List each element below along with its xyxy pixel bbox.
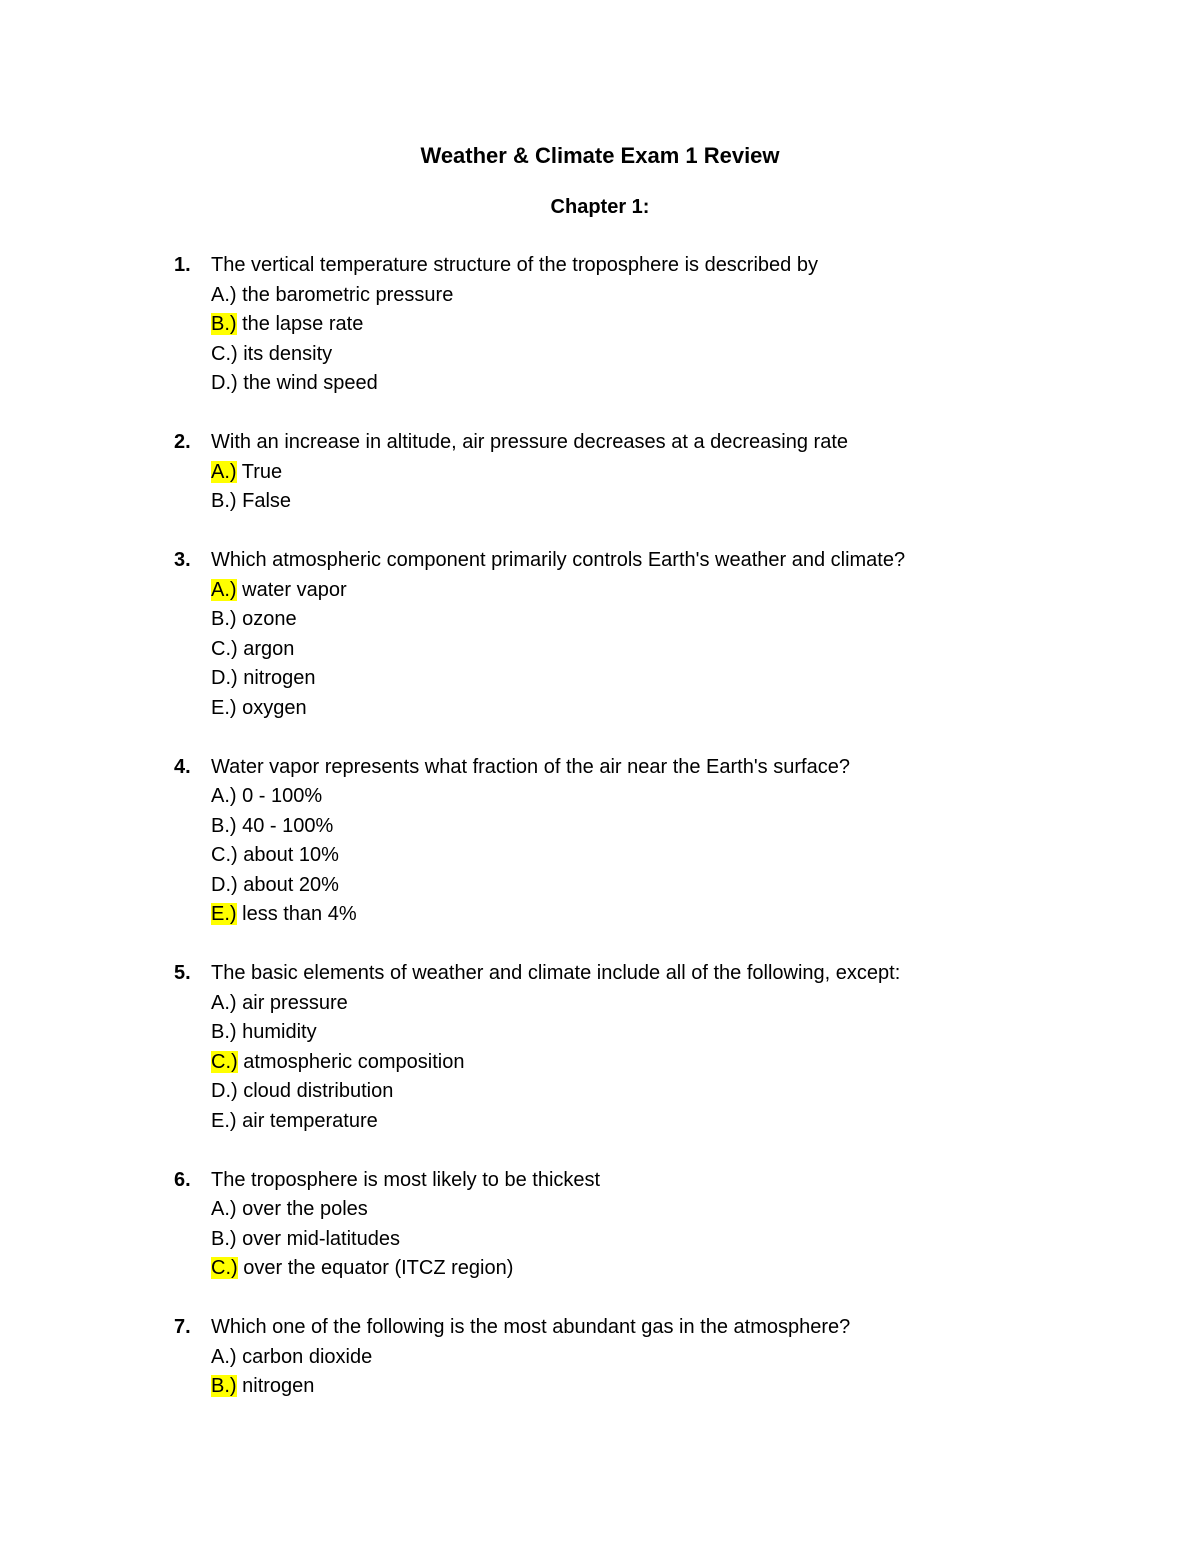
highlighted-answer-letter: A.) — [211, 460, 237, 483]
answer-choice — [211, 1195, 1134, 1225]
answer-choice — [211, 812, 1134, 842]
answer-choice — [211, 1254, 1134, 1284]
answer-text: 40 - 100% — [242, 814, 334, 837]
answer-letter: B.) — [211, 490, 237, 512]
answer-choices — [211, 989, 1134, 1137]
answer-letter: D.) — [211, 372, 238, 394]
answer-choice — [211, 605, 1134, 635]
answer-letter: B.) — [211, 608, 237, 630]
answer-choice — [211, 576, 1134, 606]
answer-letter: B.) — [211, 1227, 237, 1250]
question-item — [174, 1166, 1134, 1284]
answer-choice — [211, 989, 1134, 1019]
question-number: 6. — [174, 1168, 191, 1191]
answer-text: nitrogen — [242, 1375, 315, 1397]
answer-text: atmospheric composition — [243, 1050, 465, 1073]
answer-letter: A.) — [211, 283, 237, 306]
answer-choice — [211, 487, 1134, 517]
answer-choice — [211, 1225, 1134, 1255]
answer-choice — [211, 1107, 1134, 1137]
question-list — [174, 251, 1134, 1431]
answer-choice — [211, 281, 1134, 311]
answer-text: cloud distribution — [243, 1080, 394, 1102]
question-text: With an increase in altitude, air pressure decreases at a decreasing rate — [211, 431, 849, 453]
highlighted-answer-letter: E.) — [211, 903, 237, 925]
answer-text: over the poles — [242, 1198, 368, 1220]
highlighted-answer-letter: B.) — [211, 1375, 237, 1397]
question-number: 1. — [174, 254, 191, 276]
question-number: 2. — [174, 431, 191, 453]
answer-text: over the equator (ITCZ region) — [243, 1257, 514, 1279]
answer-letter: A.) — [211, 991, 237, 1014]
question-number: 3. — [174, 549, 191, 571]
question-text: Water vapor represents what fraction of the air near the Earth's surface? — [211, 755, 850, 778]
question-number: 4. — [174, 755, 191, 778]
answer-letter: C.) — [211, 844, 238, 866]
question-number: 5. — [174, 962, 191, 984]
answer-text: oxygen — [242, 696, 307, 719]
answer-letter: D.) — [211, 667, 238, 689]
answer-text: False — [242, 490, 292, 512]
answer-text: carbon dioxide — [242, 1345, 373, 1368]
highlighted-answer-letter: A.) — [211, 578, 237, 601]
answer-choices — [211, 1195, 1134, 1284]
answer-text: air pressure — [242, 991, 348, 1014]
question-number: 7. — [174, 1316, 191, 1338]
answer-choice — [211, 1077, 1134, 1107]
question-item — [174, 428, 1134, 517]
answer-text: about 20% — [243, 873, 339, 896]
answer-letter: B.) — [211, 814, 237, 837]
question-item — [174, 251, 1134, 399]
answer-choice — [211, 1372, 1134, 1402]
document-title: Weather & Climate Exam 1 Review — [420, 143, 780, 168]
answer-letter: E.) — [211, 696, 237, 719]
answer-choice — [211, 458, 1134, 488]
answer-choice — [211, 340, 1134, 370]
answer-text: ozone — [242, 608, 297, 630]
answer-choices — [211, 576, 1134, 724]
answer-text: True — [241, 460, 283, 483]
answer-text: water vapor — [242, 578, 347, 601]
answer-choice — [211, 664, 1134, 694]
answer-text: humidity — [242, 1021, 317, 1043]
answer-choice — [211, 1343, 1134, 1373]
answer-text: about 10% — [243, 844, 339, 866]
highlighted-answer-letter: C.) — [211, 1050, 238, 1073]
question-text: Which one of the following is the most abundant gas in the atmosphere? — [211, 1316, 851, 1338]
answer-choice — [211, 369, 1134, 399]
answer-text: nitrogen — [243, 667, 316, 689]
answer-text: the wind speed — [243, 372, 378, 394]
answer-choice — [211, 900, 1134, 930]
answer-letter: E.) — [211, 1109, 237, 1132]
answer-choice — [211, 310, 1134, 340]
question-item — [174, 1313, 1134, 1402]
answer-choices — [211, 458, 1134, 517]
answer-choice — [211, 694, 1134, 724]
answer-choices — [211, 281, 1134, 399]
answer-text: its density — [243, 342, 333, 365]
answer-text: the barometric pressure — [242, 283, 454, 306]
answer-text: less than 4% — [242, 903, 357, 925]
answer-choice — [211, 782, 1134, 812]
answer-letter: D.) — [211, 1080, 238, 1102]
answer-choices — [211, 1343, 1134, 1402]
answer-letter: A.) — [211, 1345, 237, 1368]
answer-choice — [211, 871, 1134, 901]
answer-letter: C.) — [211, 342, 238, 365]
answer-letter: D.) — [211, 873, 238, 896]
answer-choice — [211, 1018, 1134, 1048]
answer-text: 0 - 100% — [242, 785, 323, 807]
question-text: The troposphere is most likely to be thickest — [211, 1168, 601, 1191]
question-item — [174, 959, 1134, 1136]
answer-text: over mid-latitudes — [242, 1227, 400, 1250]
answer-letter: B.) — [211, 1021, 237, 1043]
answer-choice — [211, 635, 1134, 665]
answer-text: argon — [243, 637, 295, 660]
question-item — [174, 753, 1134, 930]
answer-letter: A.) — [211, 785, 237, 807]
answer-letter: C.) — [211, 637, 238, 660]
question-text: The basic elements of weather and climate include all of the following, except: — [211, 962, 901, 984]
answer-text: air temperature — [242, 1109, 378, 1132]
answer-letter: A.) — [211, 1198, 237, 1220]
answer-choice — [211, 1048, 1134, 1078]
answer-choices — [211, 782, 1134, 930]
question-text: The vertical temperature structure of the troposphere is described by — [211, 254, 818, 276]
answer-choice — [211, 841, 1134, 871]
question-text: Which atmospheric component primarily controls Earth's weather and climate? — [211, 549, 906, 571]
highlighted-answer-letter: B.) — [211, 313, 237, 335]
answer-text: the lapse rate — [242, 313, 364, 335]
question-item — [174, 546, 1134, 723]
chapter-heading: Chapter 1: — [550, 196, 650, 218]
highlighted-answer-letter: C.) — [211, 1257, 238, 1279]
